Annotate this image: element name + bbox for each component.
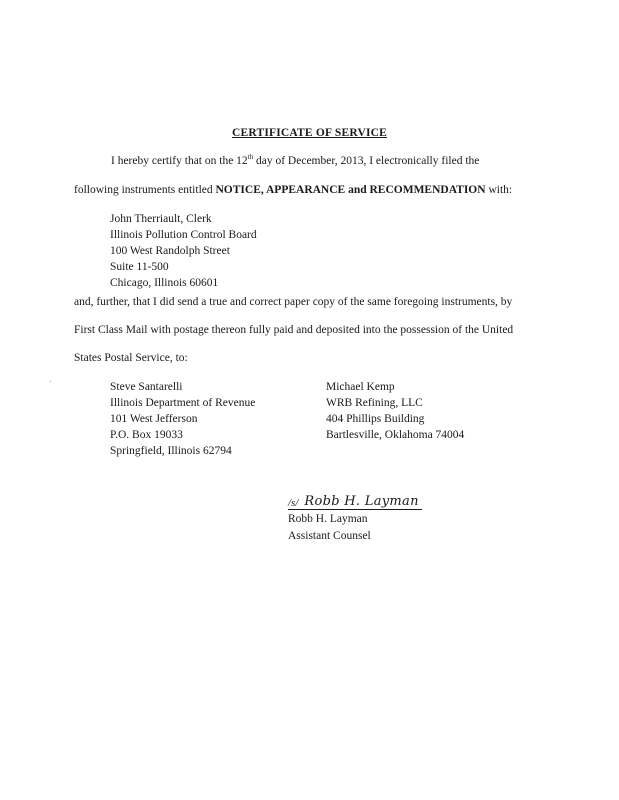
service-paragraph-line2: First Class Mail with postage thereon fully paid and deposited into the possession of the United (74, 324, 514, 336)
address-line: Suite 11-500 (110, 261, 169, 273)
para2-text-end: with: (485, 184, 513, 196)
signer-title: Assistant Counsel (288, 530, 371, 542)
address-line: 100 West Randolph Street (110, 245, 230, 257)
signature-line (288, 491, 422, 510)
signature-block (288, 491, 422, 544)
signer-name: Robb H. Layman (288, 513, 368, 525)
recipient-address-left (110, 379, 255, 459)
certification-paragraph-line1 (111, 155, 479, 167)
para2-text-start: following instruments entitled (74, 184, 216, 196)
address-line: 101 West Jefferson (110, 413, 198, 425)
address-line: Bartlesville, Oklahoma 74004 (326, 429, 465, 441)
recipient-address-right (326, 379, 464, 443)
address-line: 404 Phillips Building (326, 413, 425, 425)
clerk-address-block (110, 211, 257, 291)
para1-text-start: I hereby certify that on the 12 (111, 155, 248, 167)
ordinal-suffix: th (247, 153, 254, 162)
certification-paragraph-line2 (74, 184, 512, 196)
document-title: CERTIFICATE OF SERVICE (231, 127, 388, 139)
address-line: John Therriault, Clerk (110, 213, 212, 225)
handwritten-signature: Robb H. Layman (304, 494, 419, 509)
address-line: WRB Refining, LLC (326, 397, 423, 409)
address-line: Steve Santarelli (110, 381, 183, 393)
service-paragraph-line3: States Postal Service, to: (74, 352, 188, 364)
instrument-names: NOTICE, APPEARANCE and RECOMMENDATION (215, 184, 486, 196)
address-line: Illinois Department of Revenue (110, 397, 256, 409)
address-line: P.O. Box 19033 (110, 429, 183, 441)
service-paragraph-line1: and, further, that I did send a true and correct paper copy of the same foregoing instruments, by (74, 296, 513, 308)
address-line: Michael Kemp (326, 381, 395, 393)
address-line: Springfield, Illinois 62794 (110, 445, 232, 457)
address-line: Illinois Pollution Control Board (110, 229, 257, 241)
scan-speck (50, 381, 51, 382)
signature-prefix: /s/ (288, 497, 299, 509)
address-line: Chicago, Illinois 60601 (110, 277, 219, 289)
para1-text-end: day of December, 2013, I electronically filed the (253, 155, 480, 167)
